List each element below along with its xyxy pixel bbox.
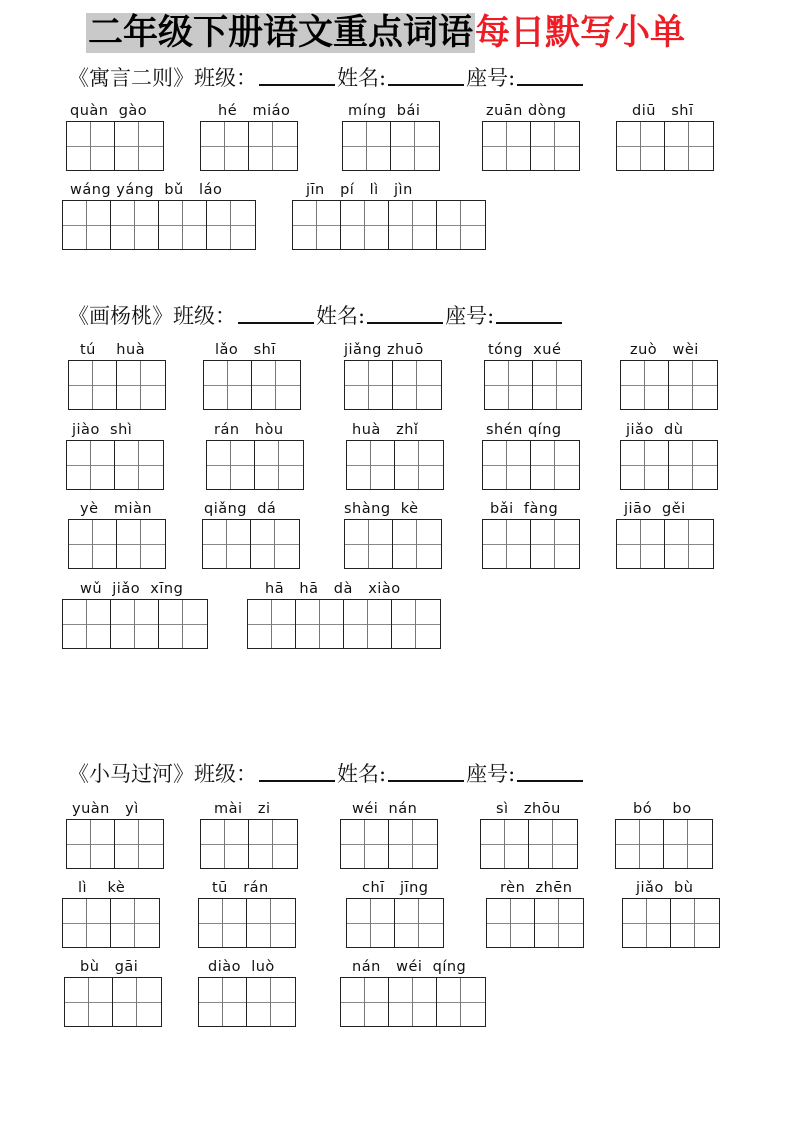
- writing-grid[interactable]: [346, 440, 444, 490]
- seat-label: 座号:: [466, 66, 516, 90]
- lesson-title: 《小马过河》: [68, 762, 194, 786]
- pinyin-label: nán wéi qíng: [352, 959, 467, 975]
- pinyin-label: diū shī: [632, 103, 694, 119]
- writing-grid[interactable]: [484, 360, 582, 410]
- writing-grid[interactable]: [198, 898, 296, 948]
- writing-grid[interactable]: [344, 360, 442, 410]
- writing-grid[interactable]: [62, 898, 160, 948]
- section-header: [68, 760, 585, 788]
- seat-label: 座号:: [445, 304, 495, 328]
- seat-blank[interactable]: [517, 774, 583, 782]
- writing-grid[interactable]: [346, 898, 444, 948]
- writing-grid[interactable]: [292, 200, 486, 250]
- pinyin-label: mài zi: [214, 801, 271, 817]
- class-label: 班级：: [194, 762, 257, 786]
- class-blank[interactable]: [259, 774, 335, 782]
- pinyin-label: wéi nán: [352, 801, 418, 817]
- pinyin-label: bó bo: [633, 801, 692, 817]
- class-blank[interactable]: [238, 316, 314, 324]
- writing-grid[interactable]: [68, 519, 166, 569]
- pinyin-label: wáng yáng bǔ láo: [70, 182, 223, 198]
- title-red-part: 每日默写小单: [475, 13, 686, 53]
- writing-grid[interactable]: [206, 440, 304, 490]
- writing-grid[interactable]: [62, 200, 256, 250]
- lesson-title: 《寓言二则》: [68, 66, 194, 90]
- pinyin-label: huà zhǐ: [352, 422, 419, 438]
- writing-grid[interactable]: [68, 360, 166, 410]
- writing-grid[interactable]: [200, 819, 298, 869]
- pinyin-label: rán hòu: [214, 422, 284, 438]
- pinyin-label: zuān dòng: [486, 103, 567, 119]
- pinyin-label: tóng xué: [488, 342, 562, 358]
- writing-grid[interactable]: [622, 898, 720, 948]
- pinyin-label: hé miáo: [218, 103, 291, 119]
- writing-grid[interactable]: [616, 121, 714, 171]
- writing-grid[interactable]: [64, 977, 162, 1027]
- name-label: 姓名:: [316, 304, 366, 328]
- name-label: 姓名:: [337, 762, 387, 786]
- writing-grid[interactable]: [203, 360, 301, 410]
- writing-grid[interactable]: [340, 819, 438, 869]
- writing-grid[interactable]: [202, 519, 300, 569]
- class-label: 班级：: [173, 304, 236, 328]
- writing-grid[interactable]: [62, 599, 208, 649]
- writing-grid[interactable]: [247, 599, 441, 649]
- pinyin-label: jiào shì: [72, 422, 133, 438]
- pinyin-label: wǔ jiǎo xīng: [80, 581, 184, 597]
- writing-grid[interactable]: [344, 519, 442, 569]
- pinyin-label: lǎo shī: [215, 342, 276, 358]
- section-header: [68, 64, 585, 92]
- section-header: [68, 302, 564, 330]
- pinyin-label: yuàn yì: [72, 801, 139, 817]
- pinyin-label: diào luò: [208, 959, 275, 975]
- seat-label: 座号:: [466, 762, 516, 786]
- pinyin-label: bù gāi: [80, 959, 139, 975]
- pinyin-label: zuò wèi: [630, 342, 699, 358]
- worksheet-title: [86, 10, 732, 56]
- writing-grid[interactable]: [620, 360, 718, 410]
- pinyin-label: shén qíng: [486, 422, 562, 438]
- pinyin-label: jiǎo bù: [636, 880, 694, 896]
- writing-grid[interactable]: [620, 440, 718, 490]
- writing-grid[interactable]: [342, 121, 440, 171]
- class-label: 班级：: [194, 66, 257, 90]
- lesson-title: 《画杨桃》: [68, 304, 173, 328]
- pinyin-label: quàn gào: [70, 103, 148, 119]
- pinyin-label: rèn zhēn: [500, 880, 573, 896]
- pinyin-label: hā hā dà xiào: [265, 581, 401, 597]
- pinyin-label: shàng kè: [344, 501, 419, 517]
- pinyin-label: jīn pí lì jìn: [306, 182, 413, 198]
- seat-blank[interactable]: [496, 316, 562, 324]
- pinyin-label: míng bái: [348, 103, 421, 119]
- writing-grid[interactable]: [616, 519, 714, 569]
- pinyin-label: jiǎo dù: [626, 422, 684, 438]
- pinyin-label: jiǎng zhuō: [344, 342, 424, 358]
- writing-grid[interactable]: [340, 977, 486, 1027]
- title-black-part: 二年级下册语文重点词语: [88, 13, 474, 53]
- name-label: 姓名:: [337, 66, 387, 90]
- pinyin-label: bǎi fàng: [490, 501, 559, 517]
- name-blank[interactable]: [367, 316, 443, 324]
- pinyin-label: qiǎng dá: [204, 501, 277, 517]
- pinyin-label: chī jīng: [362, 880, 429, 896]
- name-blank[interactable]: [388, 774, 464, 782]
- writing-grid[interactable]: [66, 819, 164, 869]
- writing-grid[interactable]: [200, 121, 298, 171]
- writing-grid[interactable]: [486, 898, 584, 948]
- writing-grid[interactable]: [482, 519, 580, 569]
- pinyin-label: jiāo gěi: [624, 501, 686, 517]
- class-blank[interactable]: [259, 78, 335, 86]
- writing-grid[interactable]: [615, 819, 713, 869]
- writing-grid[interactable]: [482, 440, 580, 490]
- pinyin-label: lì kè: [78, 880, 126, 896]
- writing-grid[interactable]: [66, 121, 164, 171]
- pinyin-label: tū rán: [212, 880, 269, 896]
- pinyin-label: tú huà: [80, 342, 146, 358]
- writing-grid[interactable]: [198, 977, 296, 1027]
- pinyin-label: sì zhōu: [496, 801, 561, 817]
- writing-grid[interactable]: [480, 819, 578, 869]
- writing-grid[interactable]: [482, 121, 580, 171]
- seat-blank[interactable]: [517, 78, 583, 86]
- pinyin-label: yè miàn: [80, 501, 153, 517]
- name-blank[interactable]: [388, 78, 464, 86]
- writing-grid[interactable]: [66, 440, 164, 490]
